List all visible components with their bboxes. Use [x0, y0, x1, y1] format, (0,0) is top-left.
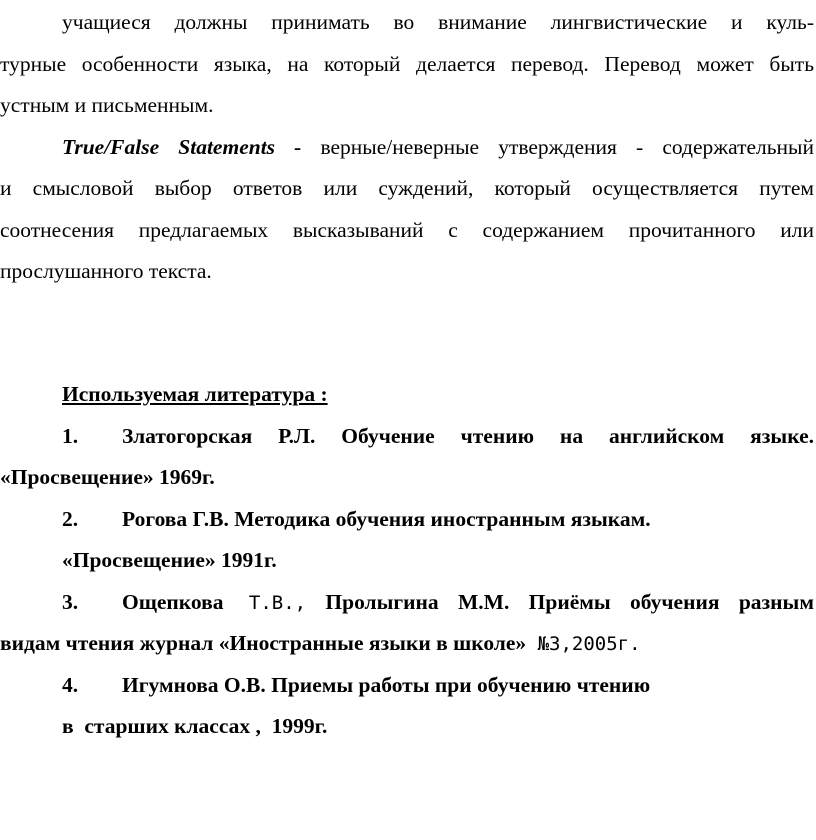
reference-number: 1. [62, 424, 79, 448]
paragraph1-line1-text: учащиеся должны принимать во внимание лингвистические и куль- [62, 10, 814, 34]
paragraph2-line1-rest: верные/неверные утверждения - содержательный [301, 135, 815, 159]
author-initials: Т.В., [223, 592, 307, 614]
reference-text: Рогова Г.В. Методика обучения иностранным языкам. [122, 507, 651, 531]
reference-text: видам чтения журнал «Иностранные языки в школе» [0, 631, 527, 655]
reference-item-1-line2: «Просвещение» 1969г. [0, 465, 215, 489]
journal-issue: №3,2005г. [526, 633, 641, 655]
reference-number: 4. [62, 673, 79, 697]
paragraph2-line4: прослушанного текста. [0, 259, 212, 283]
reference-text: Игумнова О.В. Приемы работы при обучению чтению [122, 673, 651, 697]
paragraph2-line1-wrap [62, 134, 814, 160]
reference-text: «Просвещение» 1991г. [62, 548, 277, 572]
references-heading: Используемая литература : [62, 382, 328, 406]
reference-text: Златогорская Р.Л. Обучение чтению на английском языке. [122, 424, 814, 448]
paragraph2-line2: и смысловой выбор ответов или суждений, который осуществляется путем [0, 176, 814, 200]
paragraph1-line3: устным и письменным. [0, 93, 214, 117]
author-name: Ощепкова [122, 590, 224, 614]
paragraph2-line3: соотнесения предлагаемых высказываний с содержанием прочитанного или [0, 218, 814, 242]
reference-text [122, 589, 814, 616]
reference-number: 3. [62, 590, 79, 614]
true-false-term: True/False Statements - [62, 135, 302, 159]
reference-title: Пролыгина М.М. Приёмы обучения разным [306, 590, 814, 614]
reference-text: в старших классах , 1999г. [62, 714, 328, 738]
paragraph1-line2: турные особенности языка, на который делается перевод. Перевод может быть [0, 52, 814, 76]
reference-item-3-line2 [0, 630, 816, 657]
reference-number: 2. [62, 507, 79, 531]
